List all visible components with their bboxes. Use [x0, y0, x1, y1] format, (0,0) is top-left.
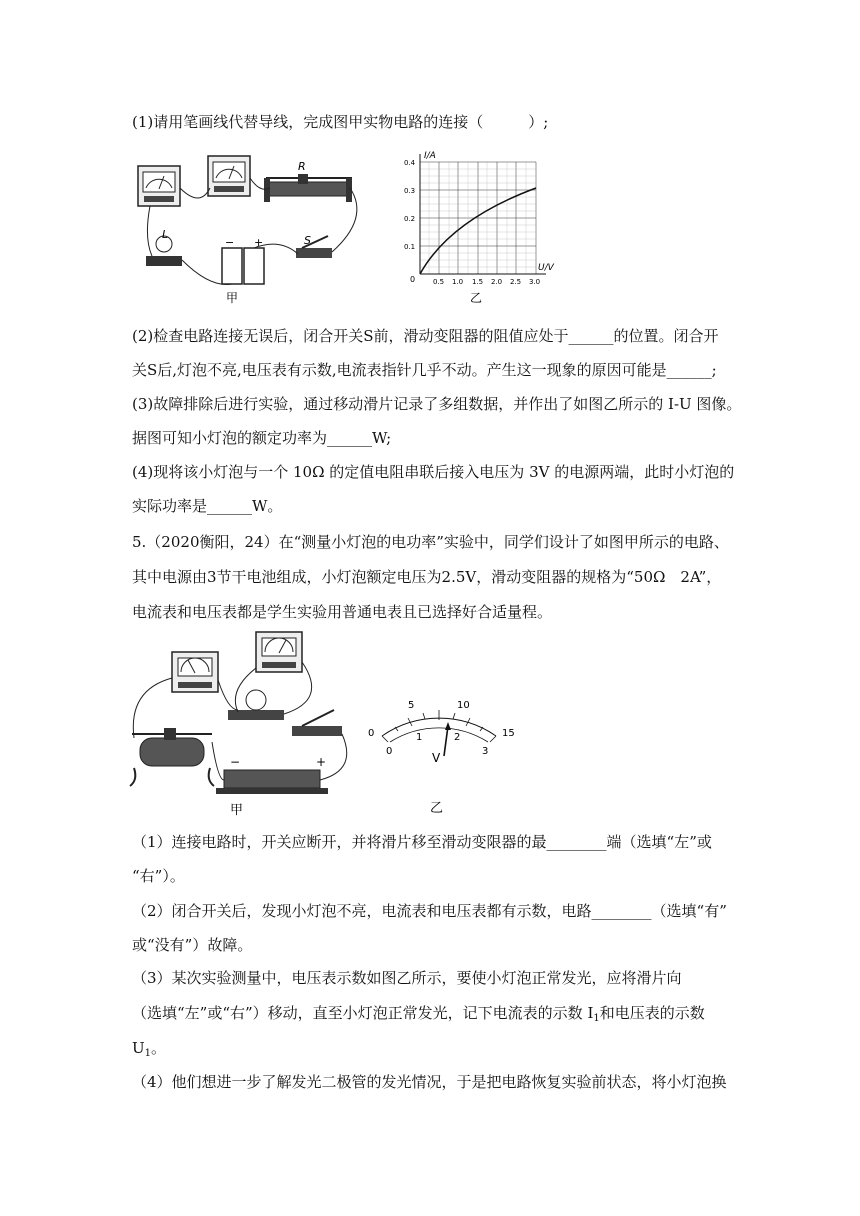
q4-part3-b: 据图可知小灯泡的额定功率为______W; — [132, 429, 392, 447]
symbol-u: U — [132, 1039, 145, 1057]
label-yi-2: 乙 — [430, 801, 444, 816]
svg-text:+: + — [316, 755, 327, 769]
x-tick: 1.5 — [472, 278, 484, 286]
q5-part1-b: “右”）。 — [132, 867, 185, 885]
figure2-circuit-jia — [128, 630, 368, 820]
voltmeter-unit: V — [432, 751, 441, 765]
iu-graph-svg — [400, 150, 554, 310]
iu-graph — [400, 150, 554, 310]
q5-part3-a: （3）某次实验测量中，电压表示数如图乙所示，要使小灯泡正常发光，应将滑片向 — [132, 969, 682, 987]
q5-intro-b: 其中电源由3节干电池组成，小灯泡额定电压为2.5V，滑动变阻器的规格为“50Ω 2A”， — [132, 568, 722, 586]
outer-scale-5: 5 — [408, 700, 415, 711]
y-axis-label: I/A — [424, 151, 436, 161]
x-tick: 3.0 — [529, 278, 541, 286]
q4-part3-a: (3)故障排除后进行实验，通过移动滑片记录了多组数据，并作出了如图乙所示的 I-U 图像。 — [132, 395, 742, 413]
x-tick: 2.5 — [510, 278, 522, 286]
inner-scale-1: 1 — [416, 732, 423, 743]
outer-scale-15: 15 — [502, 728, 515, 739]
subscript-1: 1 — [593, 1013, 600, 1024]
inner-scale-3: 3 — [482, 746, 489, 757]
circuit2-svg — [128, 630, 368, 820]
voltmeter-needle — [444, 726, 448, 756]
svg-text:+: + — [254, 236, 264, 249]
resistor-label: R — [298, 160, 306, 173]
q5-part3-b1: （选填“左”或“右”）移动，直至小灯泡正常发光，记下电流表的示数 I — [132, 1004, 594, 1022]
voltmeter-dial-yi — [360, 690, 520, 820]
label-yi: 乙 — [470, 291, 483, 305]
x-tick: 1.0 — [452, 278, 464, 286]
inner-scale-2: 2 — [454, 732, 461, 743]
q5-part2-a: （2）闭合开关后，发现小灯泡不亮，电流表和电压表都有示数，电路________（选填“有” — [132, 902, 727, 920]
x-axis-label: U/V — [538, 263, 554, 273]
y-tick: 0.4 — [404, 159, 416, 167]
x-tick: 2.0 — [491, 278, 503, 286]
outer-scale-10: 10 — [457, 700, 470, 711]
switch-label: S — [304, 234, 311, 247]
origin-label: 0 — [410, 275, 416, 284]
voltmeter-dial-svg — [360, 690, 520, 820]
x-tick: 0.5 — [433, 278, 445, 286]
y-tick: 0.1 — [404, 243, 416, 251]
svg-text:−: − — [225, 236, 235, 249]
q4-part1: (1)请用笔画线代替导线，完成图甲实物电路的连接（ ）; — [132, 113, 549, 131]
q5-part4-a: （4）他们想进一步了解发光二极管的发光情况，于是把电路恢复实验前状态，将小灯泡换 — [132, 1073, 727, 1091]
q4-part4-a: (4)现将该小灯泡与一个 10Ω 的定值电阻串联后接入电压为 3V 的电源两端，此时小灯泡的 — [132, 463, 735, 481]
svg-text:−: − — [230, 755, 241, 769]
y-tick: 0.2 — [404, 215, 416, 223]
label-jia: 甲 — [226, 291, 239, 305]
label-jia-2: 甲 — [230, 803, 244, 818]
q5-part3-b2: 和电压表的示数 — [599, 1004, 705, 1022]
q5-part2-b: 或“没有”）故障。 — [132, 936, 253, 954]
q5-part3-c: $U_1$。 — [132, 1039, 167, 1059]
q5-part1-a: （1）连接电路时，开关应断开，并将滑片移至滑动变限器的最________端（选填“左”或 — [132, 833, 712, 851]
q5-part3-b — [132, 1003, 736, 1029]
lamp-label: L — [162, 228, 169, 241]
y-tick: 0.3 — [404, 187, 416, 195]
q5-intro-c: 电流表和电压表都是学生实验用普通电表且已选择好合适量程。 — [132, 603, 553, 621]
subscript-1: 1 — [144, 1048, 152, 1059]
q4-part4-b: 实际功率是______W。 — [132, 497, 283, 515]
q4-part2-b: 关S后,灯泡不亮,电压表有示数,电流表指针几乎不动。产生这一现象的原因可能是______; — [132, 361, 717, 379]
q5-intro-a: 5.（2020衡阳，24）在“测量小灯泡的电功率”实验中，同学们设计了如图甲所示的电路、 — [132, 533, 729, 551]
q4-part2-a: (2)检查电路连接无误后，闭合开关S前，滑动变阻器的阻值应处于______的位置。闭合开 — [132, 327, 719, 345]
outer-scale-0: 0 — [368, 728, 375, 739]
inner-scale-0: 0 — [386, 746, 393, 757]
